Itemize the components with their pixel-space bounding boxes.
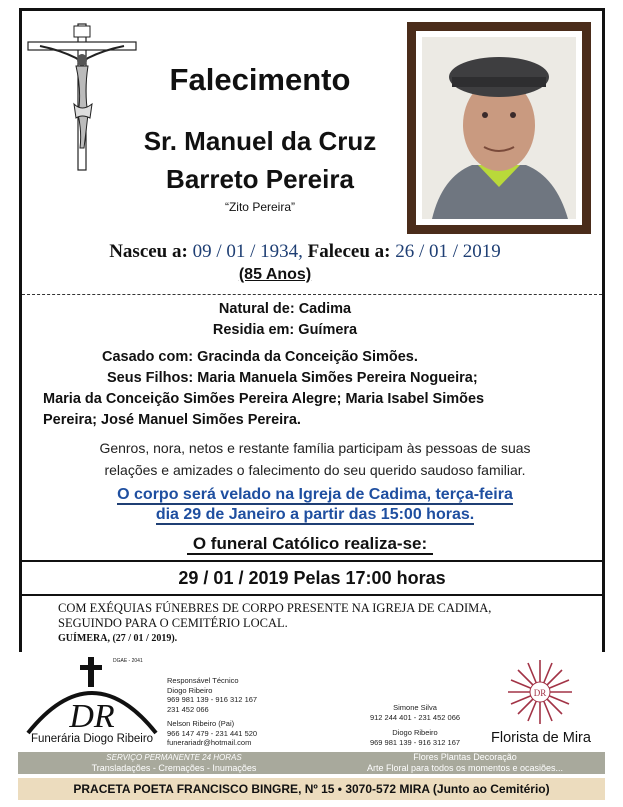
flowers-info: Flores Plantas Decoração Arte Floral para todos os momentos e ocasiões... [366,752,564,773]
nickname: “Zito Pereira” [224,200,295,214]
divider [22,294,602,295]
dr-code: DGAE - 2041 [113,658,143,664]
funeraria-name: Funerária Diogo Ribeiro [30,733,154,745]
funeraria-logo [22,657,162,752]
flower-icon [478,656,608,730]
origin-residence: Natural de: Cadima Residia em: Guímera [212,301,358,338]
florista-logo-text: DR [533,688,547,698]
portrait-photo [407,22,591,234]
wake-info: O corpo será velado na Igreja de Cadima, terça-feira dia 29 de Janeiro a partir das 15:00 horas. [117,486,513,523]
address-bar: PRACETA POETA FRANCISCO BINGRE, Nº 15 • 3070-572 MIRA (Junto ao Cemitério) [18,778,605,800]
dr-arch-logo [22,657,162,737]
family-message: Genros, nora, netos e restante família participam às pessoas de suas relações e amizades o falecimento do seu querido saudoso familiar. [99,440,531,478]
florista-name: Florista de Mira [491,730,591,746]
exequias-text: COM EXÉQUIAS FÚNEBRES DE CORPO PRESENTE NA IGREJA DE CADIMA, SEGUINDO PARA O CEMITÉRIO LOCAL. [58,601,492,630]
responsavel-block: Responsável Técnico Diogo Ribeiro 969 981 139 - 916 312 167 231 452 066 Nelson Ribeiro (Pai) 966 147 479 - 231 441 520 funerariadr@hotmail.com [167,676,258,747]
florista-logo [478,656,608,751]
age: (85 Anos) [238,266,312,283]
place-date: GUÍMERA, (27 / 01 / 2019). [58,633,178,644]
funeral-heading: O funeral Católico realiza-se: [100,534,520,554]
dr-logo-text: DR [69,698,115,735]
deceased-name: Sr. Manuel da Cruz Barreto Pereira [143,126,377,194]
page-title: Falecimento [169,62,351,97]
funeral-datetime: 29 / 01 / 2019 Pelas 17:00 horas [22,560,602,596]
contacts-right: Simone Silva 912 244 401 - 231 452 066 Diogo Ribeiro 969 981 139 - 916 312 167 [369,703,461,747]
family-section: Casado com: Gracinda da Conceição Simões. Seus Filhos: Maria Manuela Simões Pereira Nogueira; Maria da Conceição Simões Pereira Alegre; Maria Isabel Simões Pereira; José Manuel Simões Pereira. [43,349,485,428]
birth-death-dates: Nasceu a: 09 / 01 / 1934, Faleceu a: 26 / 01 / 2019 [109,241,501,262]
service-info: SERVIÇO PERMANENTE 24 HORAS Transladações - Cremações - Inumações [91,753,257,773]
